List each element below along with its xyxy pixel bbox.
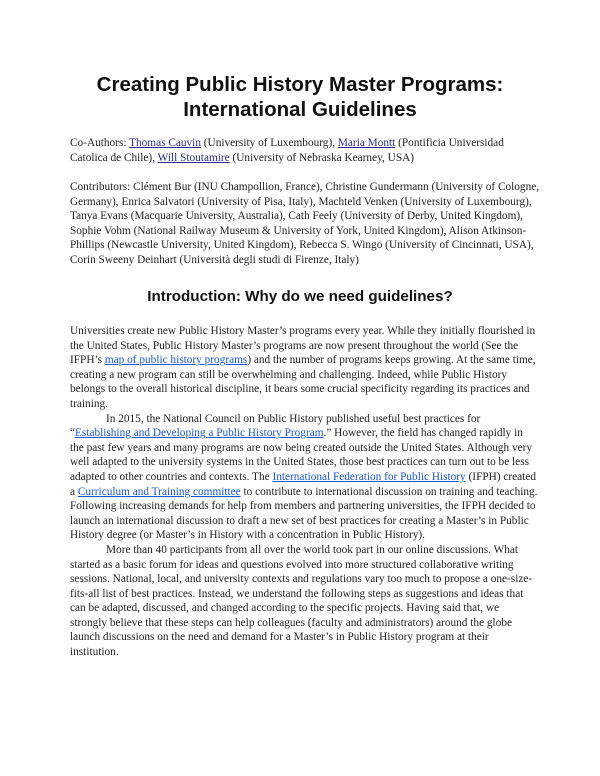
paragraph-1: [70, 324, 538, 412]
paragraph-1-text-b: ) and the number of programs keeps growing. At the same time, creating a new program can still be overwhelming and challenging. Indeed, while Public History belongs to the overall historical discipline, it bears some crucial specificity regarding its practices and training.: [70, 354, 536, 410]
coauthors-label: Co-Authors:: [70, 137, 130, 149]
ifph-link[interactable]: International Federation for Public History: [272, 470, 466, 483]
author-link-cauvin[interactable]: Thomas Cauvin: [129, 137, 201, 149]
paragraph-1-text-a: Universities create new Public History Master’s programs every year. While they initially flourished in the United States, Public History Master’s programs are now present throughout the world (See the IFPH’s: [70, 325, 536, 367]
author-affiliation-stoutamire: (University of Nebraska Kearney, USA): [229, 151, 415, 164]
author-affiliation-montt: (Pontificia Universidad Catolica de Chile),: [70, 137, 504, 164]
author-affiliation-cauvin: (University of Luxembourg),: [200, 137, 338, 149]
title-line-2: International Guidelines: [183, 98, 417, 121]
curriculum-committee-link[interactable]: Curriculum and Training committee: [77, 485, 241, 498]
author-link-stoutamire[interactable]: Will Stoutamire: [157, 151, 230, 164]
paragraph-2: [70, 412, 538, 543]
paragraph-2-text-a: In 2015, the National Council on Public History published useful best practices for “: [70, 412, 481, 440]
ncph-best-practices-link[interactable]: Establishing and Developing a Public History Program: [75, 427, 324, 440]
contributors-paragraph: Contributors: Clément Bur (INU Champollion, France), Christine Gundermann (University of Cologne, Germany), Enrica Salvatori (University of Pisa, Italy), Machteld Venken (University of Luxembourg), Tanya Evans (Macquarie University, Australia), Cath Feely (University of Derby, United Kingdom), Sophie Vohm (National Railway Museum & University of York, United Kingdom), Alison Atkinson-Phillips (Newcastle University, United Kingdom), Rebecca S. Wingo (University of Cincinnati, USA), Corin Sweeny Deinhart (Università degli studi di Firenze, Italy): [70, 181, 540, 266]
section-heading-introduction: Introduction: Why do we need guidelines?: [147, 288, 453, 305]
map-of-programs-link[interactable]: map of public history programs: [104, 354, 248, 367]
paragraph-3: More than 40 participants from all over the world took part in our online discussions. What started as a basic forum for ideas and questions evolved into more structured collaborative writing sessions. National, local, and university contexts and regulations vary too much to propose a one-size-fits-all list of best practices. Instead, we understand the following steps as suggestions and ideas that can be adapted, discussed, and changed according to the specific projects. Having said that, we strongly believe that these steps can help colleagues (faculty and administrators) around the globe launch discussions on the need and demand for a Master’s in Public History program at their institution.: [70, 543, 533, 659]
body-text: [70, 324, 538, 660]
coauthors-paragraph: [70, 136, 540, 165]
title-line-1: Creating Public History Master Programs:: [96, 73, 504, 96]
author-link-montt[interactable]: Maria Montt: [337, 137, 396, 149]
document-title: [40, 72, 560, 122]
paragraph-2-text-d: to contribute to international discussion on training and teaching. Following increasing demands for help from members and partnering universities, the IFPH decided to launch an international discussion to draft a new set of best practices for creating a Master’s in Public History degree (or Master’s in History with a concentration in Public History).: [70, 485, 538, 542]
paragraph-2-text-c: (IFPH) created a: [70, 470, 536, 498]
paragraph-2-text-b: .” However, the field has changed rapidly in the past few years and many programs are now being created outside the United States. Although very well adapted to the university systems in the United States, those best practices can turn out to be less adapted to other countries and contexts. The: [70, 427, 533, 483]
